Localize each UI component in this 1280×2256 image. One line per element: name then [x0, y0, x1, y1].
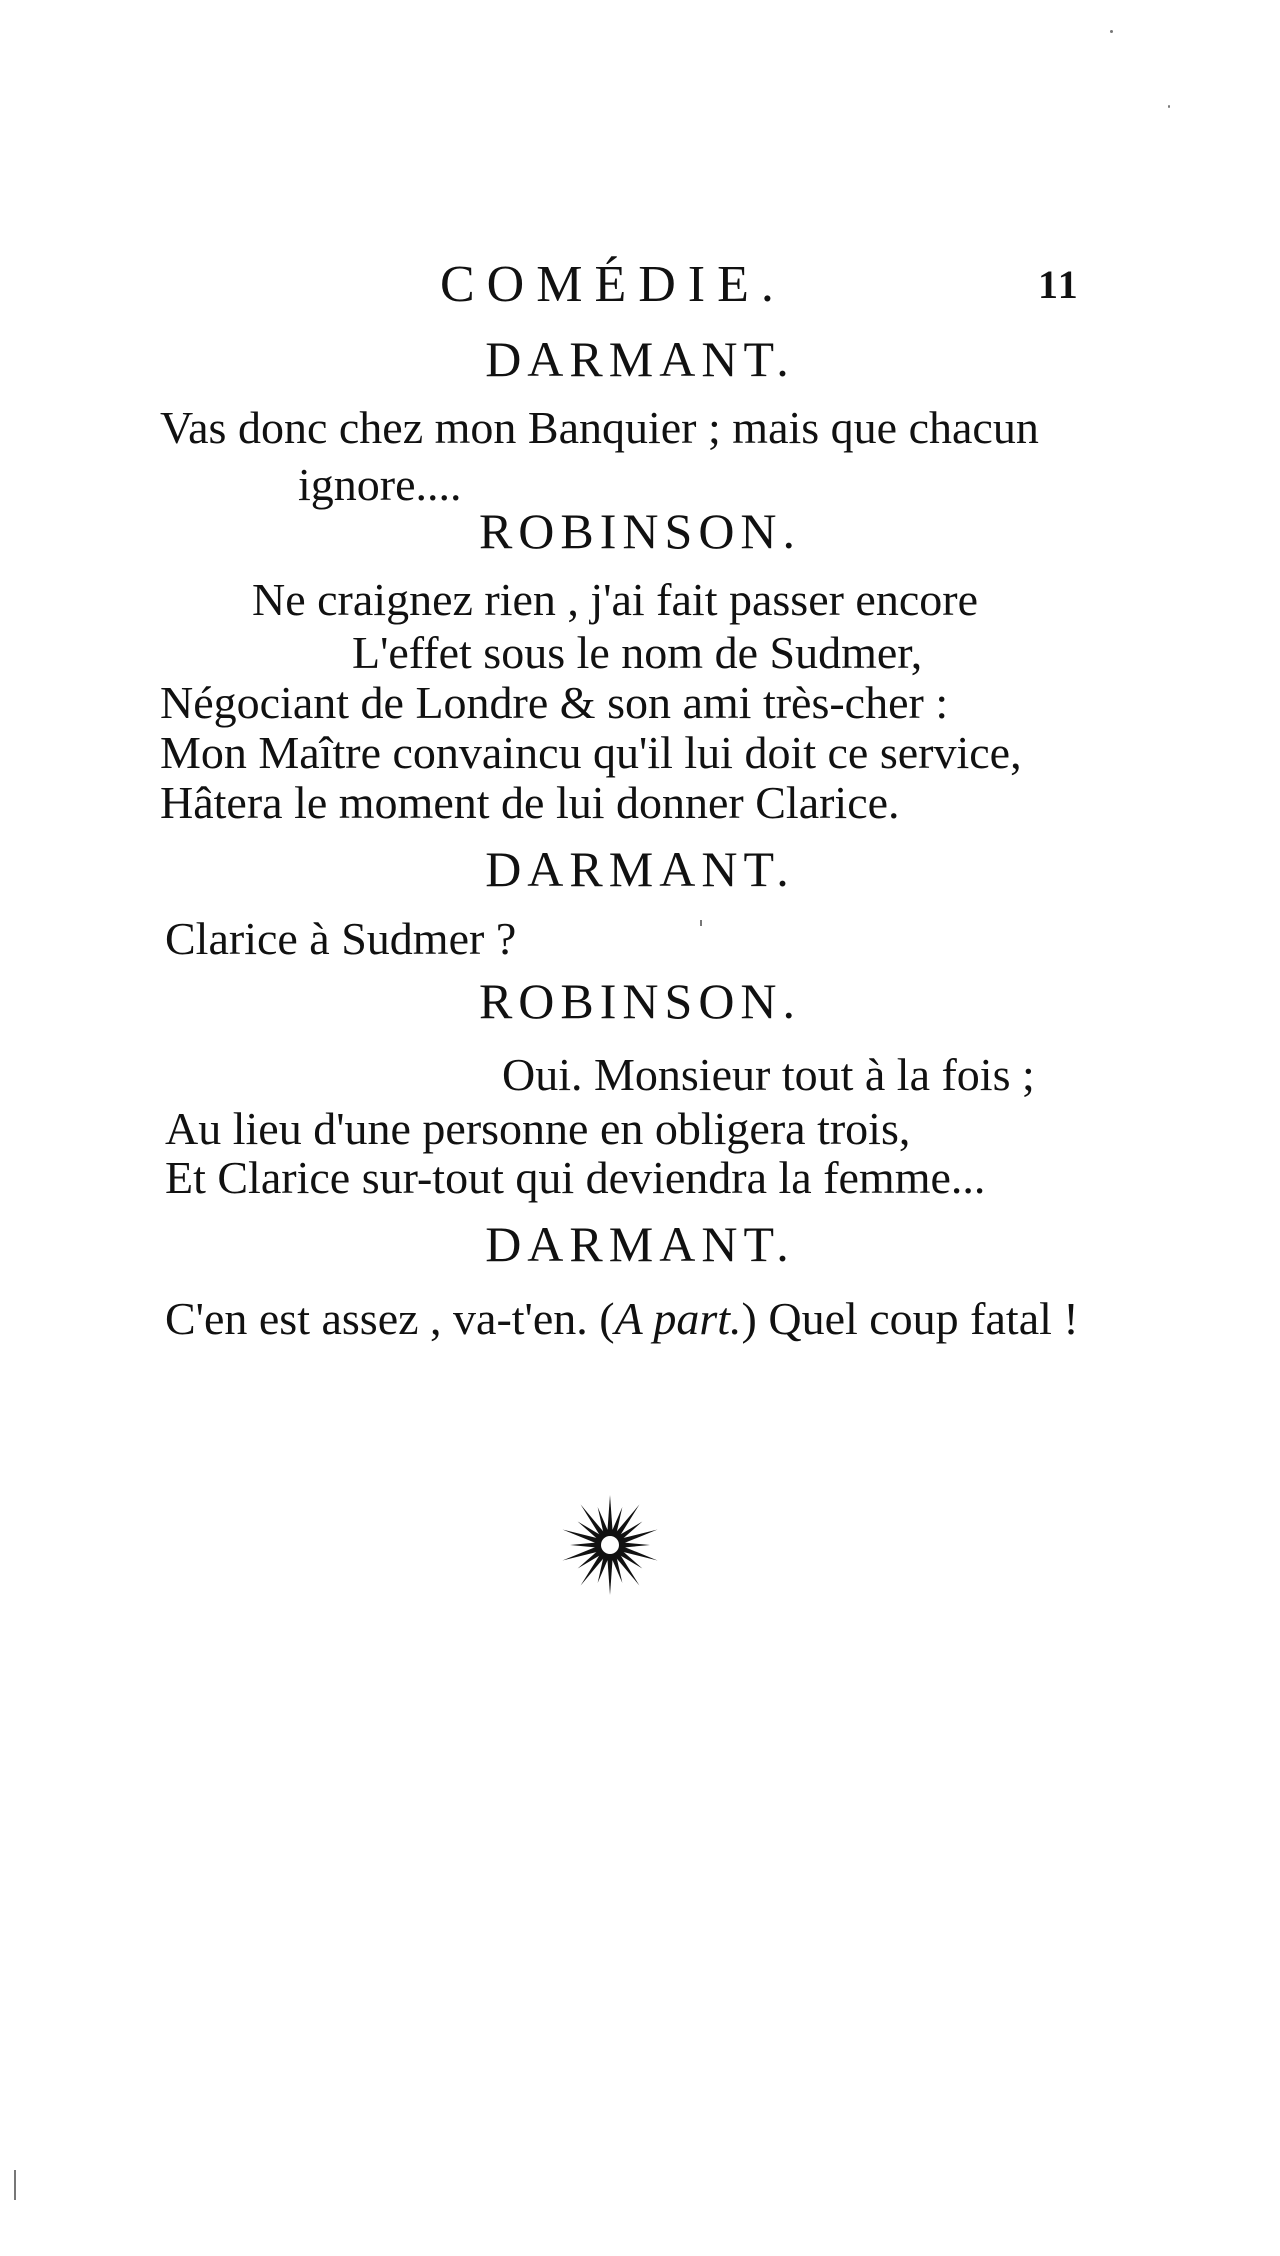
paper-speck: [700, 920, 702, 926]
verse-text: ) Quel coup fatal !: [741, 1293, 1079, 1344]
speaker-name: ROBINSON.: [478, 973, 802, 1029]
paper-speck: [1168, 105, 1170, 108]
verse-text: C'en est assez , va-t'en. (: [165, 1293, 615, 1344]
page-number: 11: [1038, 262, 1080, 307]
running-title: COMÉDIE.: [440, 256, 786, 313]
verse-line: Vas donc chez mon Banquier ; mais que chacun: [160, 402, 1039, 453]
speaker-name: DARMANT.: [485, 1216, 795, 1272]
fleuron-center: [601, 1536, 619, 1554]
speaker-name: DARMANT.: [485, 841, 795, 897]
speaker-name: ROBINSON.: [478, 503, 802, 559]
stage-direction: A part.: [614, 1293, 742, 1344]
fleuron-ornament-icon: [555, 1490, 665, 1600]
verse-line: Ne craignez rien , j'ai fait passer encore: [252, 574, 979, 625]
verse-line: Et Clarice sur-tout qui deviendra la femme...: [165, 1152, 986, 1203]
verse-line: Au lieu d'une personne en obligera trois,: [165, 1103, 911, 1154]
verse-line: Négociant de Londre & son ami très-cher :: [160, 677, 949, 728]
verse-line: Hâtera le moment de lui donner Clarice.: [160, 777, 900, 828]
speaker-name: DARMANT.: [485, 331, 795, 387]
verse-line: ignore....: [298, 459, 462, 510]
verse-line: Oui. Monsieur tout à la fois ;: [502, 1049, 1035, 1100]
paper-speck: [14, 2170, 16, 2200]
verse-line: L'effet sous le nom de Sudmer,: [352, 627, 923, 678]
paper-speck: [1110, 30, 1113, 33]
page-header: [0, 255, 1280, 335]
verse-line: [165, 1293, 1079, 1344]
verse-line: Clarice à Sudmer ?: [165, 913, 517, 964]
verse-line: Mon Maître convaincu qu'il lui doit ce service,: [160, 727, 1022, 778]
